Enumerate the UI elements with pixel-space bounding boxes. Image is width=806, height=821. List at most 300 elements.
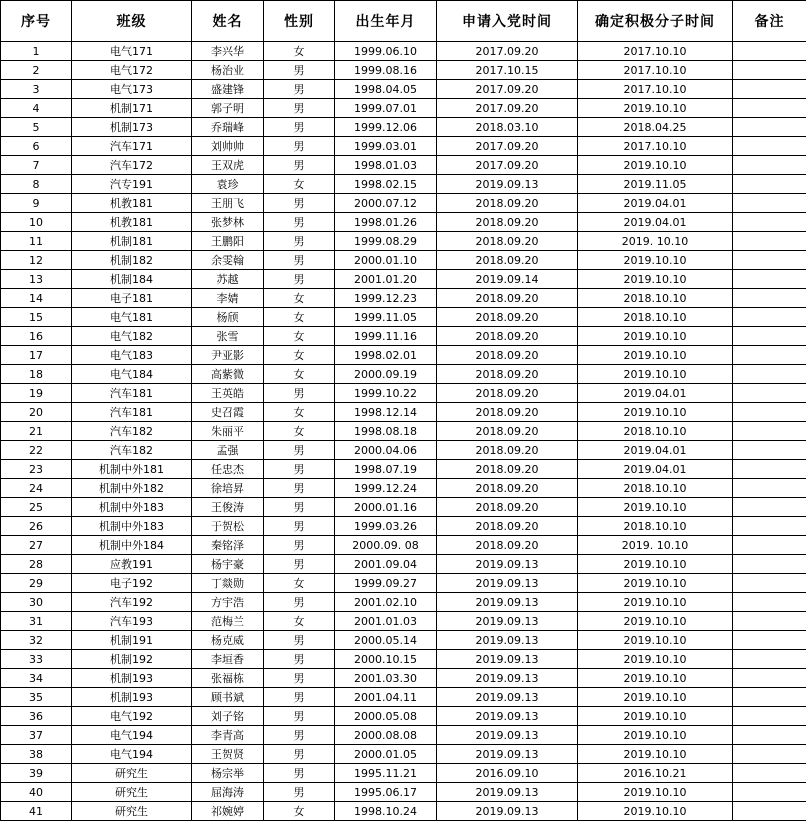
cell-index: 32 — [1, 631, 72, 650]
cell-gender: 男 — [264, 441, 335, 460]
header-gender: 性别 — [264, 1, 335, 42]
cell-activist-date: 2017.10.10 — [578, 137, 733, 156]
cell-birth-date: 2001.01.20 — [335, 270, 437, 289]
cell-index: 11 — [1, 232, 72, 251]
cell-name: 丁燚勋 — [192, 574, 264, 593]
cell-remarks — [733, 403, 806, 422]
cell-application-date: 2016.09.10 — [437, 764, 578, 783]
header-remarks: 备注 — [733, 1, 806, 42]
cell-activist-date: 2019.10.10 — [578, 346, 733, 365]
cell-gender: 男 — [264, 232, 335, 251]
cell-application-date: 2018.09.20 — [437, 365, 578, 384]
cell-gender: 男 — [264, 137, 335, 156]
cell-birth-date: 1998.01.26 — [335, 213, 437, 232]
cell-application-date: 2018.09.20 — [437, 384, 578, 403]
cell-remarks — [733, 270, 806, 289]
cell-activist-date: 2016.10.21 — [578, 764, 733, 783]
cell-gender: 女 — [264, 422, 335, 441]
table-body — [1, 42, 806, 821]
header-row — [1, 1, 806, 42]
cell-application-date: 2018.09.20 — [437, 498, 578, 517]
cell-index: 41 — [1, 802, 72, 821]
cell-birth-date: 1999.07.01 — [335, 99, 437, 118]
cell-name: 余雯翰 — [192, 251, 264, 270]
cell-gender: 男 — [264, 593, 335, 612]
cell-index: 13 — [1, 270, 72, 289]
table-row — [1, 441, 806, 460]
cell-name: 苏越 — [192, 270, 264, 289]
cell-name: 张梦林 — [192, 213, 264, 232]
cell-name: 王鹏阳 — [192, 232, 264, 251]
cell-class: 研究生 — [72, 802, 192, 821]
cell-name: 朱丽平 — [192, 422, 264, 441]
cell-activist-date: 2018.10.10 — [578, 479, 733, 498]
cell-gender: 女 — [264, 327, 335, 346]
cell-activist-date: 2019.10.10 — [578, 365, 733, 384]
table-row — [1, 194, 806, 213]
cell-application-date: 2017.09.20 — [437, 42, 578, 61]
cell-activist-date: 2019.11.05 — [578, 175, 733, 194]
cell-index: 20 — [1, 403, 72, 422]
cell-class: 机制193 — [72, 688, 192, 707]
cell-birth-date: 2001.03.30 — [335, 669, 437, 688]
cell-name: 王双虎 — [192, 156, 264, 175]
cell-remarks — [733, 498, 806, 517]
cell-birth-date: 1999.10.22 — [335, 384, 437, 403]
table-row — [1, 42, 806, 61]
header-name: 姓名 — [192, 1, 264, 42]
cell-activist-date: 2019.10.10 — [578, 783, 733, 802]
cell-index: 18 — [1, 365, 72, 384]
cell-class: 汽车171 — [72, 137, 192, 156]
cell-remarks — [733, 593, 806, 612]
cell-remarks — [733, 783, 806, 802]
cell-activist-date: 2018.10.10 — [578, 422, 733, 441]
cell-name: 刘帅帅 — [192, 137, 264, 156]
cell-gender: 女 — [264, 574, 335, 593]
cell-index: 40 — [1, 783, 72, 802]
table-row — [1, 422, 806, 441]
cell-index: 7 — [1, 156, 72, 175]
cell-activist-date: 2019.10.10 — [578, 631, 733, 650]
cell-index: 14 — [1, 289, 72, 308]
cell-birth-date: 2001.01.03 — [335, 612, 437, 631]
cell-application-date: 2018.09.20 — [437, 536, 578, 555]
cell-class: 机制181 — [72, 232, 192, 251]
cell-name: 李婧 — [192, 289, 264, 308]
cell-name: 孟强 — [192, 441, 264, 460]
cell-remarks — [733, 232, 806, 251]
cell-application-date: 2019.09.13 — [437, 707, 578, 726]
cell-gender: 男 — [264, 707, 335, 726]
cell-birth-date: 1998.02.15 — [335, 175, 437, 194]
cell-gender: 男 — [264, 194, 335, 213]
cell-birth-date: 1998.01.03 — [335, 156, 437, 175]
cell-activist-date: 2019.10.10 — [578, 612, 733, 631]
cell-index: 10 — [1, 213, 72, 232]
cell-index: 39 — [1, 764, 72, 783]
table-row — [1, 61, 806, 80]
cell-application-date: 2018.09.20 — [437, 251, 578, 270]
cell-activist-date: 2019.10.10 — [578, 669, 733, 688]
cell-name: 杨宗举 — [192, 764, 264, 783]
cell-name: 郭子明 — [192, 99, 264, 118]
cell-class: 汽车182 — [72, 422, 192, 441]
cell-application-date: 2019.09.13 — [437, 612, 578, 631]
cell-index: 6 — [1, 137, 72, 156]
cell-gender: 男 — [264, 555, 335, 574]
cell-activist-date: 2019.10.10 — [578, 726, 733, 745]
cell-activist-date: 2019.10.10 — [578, 251, 733, 270]
cell-class: 电气171 — [72, 42, 192, 61]
cell-application-date: 2019.09.13 — [437, 669, 578, 688]
cell-remarks — [733, 764, 806, 783]
cell-birth-date: 2000.05.08 — [335, 707, 437, 726]
table-row — [1, 384, 806, 403]
cell-application-date: 2017.09.20 — [437, 137, 578, 156]
cell-index: 17 — [1, 346, 72, 365]
cell-remarks — [733, 308, 806, 327]
cell-birth-date: 1998.12.14 — [335, 403, 437, 422]
cell-gender: 男 — [264, 251, 335, 270]
cell-birth-date: 2000.07.12 — [335, 194, 437, 213]
table-row — [1, 270, 806, 289]
cell-activist-date: 2019.10.10 — [578, 688, 733, 707]
cell-name: 张雪 — [192, 327, 264, 346]
table-row — [1, 593, 806, 612]
cell-application-date: 2017.09.20 — [437, 99, 578, 118]
header-index: 序号 — [1, 1, 72, 42]
cell-remarks — [733, 441, 806, 460]
cell-name: 屈海涛 — [192, 783, 264, 802]
cell-gender: 男 — [264, 745, 335, 764]
table-row — [1, 251, 806, 270]
cell-class: 汽车193 — [72, 612, 192, 631]
cell-name: 范梅兰 — [192, 612, 264, 631]
cell-birth-date: 1999.11.16 — [335, 327, 437, 346]
cell-activist-date: 2019.10.10 — [578, 403, 733, 422]
table-row — [1, 479, 806, 498]
cell-remarks — [733, 688, 806, 707]
cell-application-date: 2019.09.13 — [437, 574, 578, 593]
cell-gender: 男 — [264, 517, 335, 536]
cell-gender: 男 — [264, 118, 335, 137]
table-row — [1, 707, 806, 726]
cell-name: 盛建锋 — [192, 80, 264, 99]
table-row — [1, 612, 806, 631]
cell-name: 王朋飞 — [192, 194, 264, 213]
cell-application-date: 2018.09.20 — [437, 403, 578, 422]
table-row — [1, 650, 806, 669]
cell-application-date: 2019.09.13 — [437, 593, 578, 612]
cell-index: 37 — [1, 726, 72, 745]
cell-index: 33 — [1, 650, 72, 669]
table-row — [1, 783, 806, 802]
cell-class: 机制中外183 — [72, 498, 192, 517]
cell-remarks — [733, 574, 806, 593]
cell-application-date: 2017.10.15 — [437, 61, 578, 80]
cell-birth-date: 2001.09.04 — [335, 555, 437, 574]
cell-remarks — [733, 745, 806, 764]
cell-index: 12 — [1, 251, 72, 270]
cell-class: 机制182 — [72, 251, 192, 270]
cell-name: 任忠杰 — [192, 460, 264, 479]
cell-class: 机制184 — [72, 270, 192, 289]
cell-application-date: 2018.03.10 — [437, 118, 578, 137]
cell-birth-date: 2000.01.05 — [335, 745, 437, 764]
cell-remarks — [733, 251, 806, 270]
cell-birth-date: 1999.12.06 — [335, 118, 437, 137]
header-class: 班级 — [72, 1, 192, 42]
cell-application-date: 2017.09.20 — [437, 80, 578, 99]
table-row — [1, 80, 806, 99]
cell-index: 2 — [1, 61, 72, 80]
cell-remarks — [733, 194, 806, 213]
cell-remarks — [733, 156, 806, 175]
table-row — [1, 327, 806, 346]
table-row — [1, 631, 806, 650]
cell-application-date: 2018.09.20 — [437, 289, 578, 308]
cell-remarks — [733, 99, 806, 118]
cell-name: 王贺贤 — [192, 745, 264, 764]
cell-activist-date: 2019.10.10 — [578, 327, 733, 346]
cell-remarks — [733, 213, 806, 232]
cell-name: 袁珍 — [192, 175, 264, 194]
cell-index: 28 — [1, 555, 72, 574]
cell-application-date: 2019.09.13 — [437, 745, 578, 764]
table-row — [1, 118, 806, 137]
cell-activist-date: 2019.10.10 — [578, 574, 733, 593]
cell-gender: 女 — [264, 346, 335, 365]
table-row — [1, 517, 806, 536]
cell-remarks — [733, 460, 806, 479]
cell-remarks — [733, 612, 806, 631]
cell-application-date: 2018.09.20 — [437, 232, 578, 251]
cell-index: 15 — [1, 308, 72, 327]
table-row — [1, 460, 806, 479]
cell-gender: 男 — [264, 213, 335, 232]
cell-remarks — [733, 555, 806, 574]
cell-remarks — [733, 536, 806, 555]
cell-gender: 男 — [264, 764, 335, 783]
cell-activist-date: 2019.10.10 — [578, 707, 733, 726]
cell-activist-date: 2018.10.10 — [578, 517, 733, 536]
cell-gender: 男 — [264, 61, 335, 80]
cell-activist-date: 2019.04.01 — [578, 441, 733, 460]
cell-birth-date: 2001.04.11 — [335, 688, 437, 707]
cell-name: 于贺松 — [192, 517, 264, 536]
cell-remarks — [733, 175, 806, 194]
cell-remarks — [733, 365, 806, 384]
cell-name: 徐培昇 — [192, 479, 264, 498]
cell-name: 杨颀 — [192, 308, 264, 327]
cell-application-date: 2018.09.20 — [437, 479, 578, 498]
cell-class: 电气173 — [72, 80, 192, 99]
cell-remarks — [733, 422, 806, 441]
header-application-date: 申请入党时间 — [437, 1, 578, 42]
cell-class: 电气194 — [72, 726, 192, 745]
cell-activist-date: 2019.10.10 — [578, 802, 733, 821]
table-row — [1, 574, 806, 593]
cell-birth-date: 2000.09.19 — [335, 365, 437, 384]
cell-application-date: 2018.09.20 — [437, 327, 578, 346]
cell-name: 张福栋 — [192, 669, 264, 688]
cell-remarks — [733, 384, 806, 403]
header-birth-date: 出生年月 — [335, 1, 437, 42]
cell-application-date: 2018.09.20 — [437, 460, 578, 479]
cell-activist-date: 2018.10.10 — [578, 308, 733, 327]
cell-activist-date: 2018.04.25 — [578, 118, 733, 137]
cell-class: 电气192 — [72, 707, 192, 726]
cell-remarks — [733, 61, 806, 80]
cell-activist-date: 2019.10.10 — [578, 593, 733, 612]
table-row — [1, 308, 806, 327]
cell-class: 机制192 — [72, 650, 192, 669]
cell-gender: 女 — [264, 612, 335, 631]
cell-class: 汽车192 — [72, 593, 192, 612]
table-row — [1, 403, 806, 422]
cell-gender: 男 — [264, 631, 335, 650]
cell-birth-date: 1999.03.01 — [335, 137, 437, 156]
cell-class: 电子192 — [72, 574, 192, 593]
cell-remarks — [733, 707, 806, 726]
cell-name: 方宇浩 — [192, 593, 264, 612]
cell-index: 3 — [1, 80, 72, 99]
cell-application-date: 2019.09.14 — [437, 270, 578, 289]
cell-gender: 女 — [264, 365, 335, 384]
cell-class: 电气181 — [72, 308, 192, 327]
cell-birth-date: 2001.02.10 — [335, 593, 437, 612]
cell-gender: 女 — [264, 289, 335, 308]
cell-application-date: 2018.09.20 — [437, 422, 578, 441]
cell-remarks — [733, 479, 806, 498]
cell-gender: 男 — [264, 384, 335, 403]
cell-gender: 男 — [264, 726, 335, 745]
cell-activist-date: 2019.10.10 — [578, 745, 733, 764]
cell-class: 汽专191 — [72, 175, 192, 194]
cell-index: 9 — [1, 194, 72, 213]
cell-index: 35 — [1, 688, 72, 707]
cell-class: 电气184 — [72, 365, 192, 384]
cell-birth-date: 1998.04.05 — [335, 80, 437, 99]
cell-application-date: 2019.09.13 — [437, 650, 578, 669]
table-row — [1, 726, 806, 745]
cell-class: 汽车181 — [72, 384, 192, 403]
table-row — [1, 232, 806, 251]
cell-class: 研究生 — [72, 764, 192, 783]
cell-application-date: 2019.09.13 — [437, 631, 578, 650]
cell-class: 机教181 — [72, 194, 192, 213]
cell-application-date: 2019.09.13 — [437, 802, 578, 821]
cell-index: 4 — [1, 99, 72, 118]
cell-gender: 男 — [264, 80, 335, 99]
cell-application-date: 2019.09.13 — [437, 726, 578, 745]
cell-gender: 女 — [264, 802, 335, 821]
cell-gender: 男 — [264, 669, 335, 688]
table-row — [1, 213, 806, 232]
cell-remarks — [733, 327, 806, 346]
cell-index: 1 — [1, 42, 72, 61]
cell-class: 机制中外184 — [72, 536, 192, 555]
table-row — [1, 346, 806, 365]
cell-index: 31 — [1, 612, 72, 631]
cell-gender: 女 — [264, 42, 335, 61]
cell-activist-date: 2019.04.01 — [578, 213, 733, 232]
cell-class: 电气172 — [72, 61, 192, 80]
cell-class: 机教181 — [72, 213, 192, 232]
cell-gender: 男 — [264, 783, 335, 802]
cell-birth-date: 1998.07.19 — [335, 460, 437, 479]
cell-activist-date: 2019.10.10 — [578, 650, 733, 669]
cell-birth-date: 1995.11.21 — [335, 764, 437, 783]
cell-index: 5 — [1, 118, 72, 137]
cell-activist-date: 2017.10.10 — [578, 80, 733, 99]
cell-activist-date: 2017.10.10 — [578, 42, 733, 61]
table-row — [1, 137, 806, 156]
cell-class: 研究生 — [72, 783, 192, 802]
cell-name: 杨治业 — [192, 61, 264, 80]
cell-class: 电气194 — [72, 745, 192, 764]
cell-remarks — [733, 289, 806, 308]
cell-class: 应教191 — [72, 555, 192, 574]
cell-class: 机制171 — [72, 99, 192, 118]
cell-gender: 男 — [264, 536, 335, 555]
cell-gender: 男 — [264, 156, 335, 175]
cell-birth-date: 2000.01.16 — [335, 498, 437, 517]
cell-remarks — [733, 802, 806, 821]
cell-application-date: 2018.09.20 — [437, 441, 578, 460]
cell-index: 36 — [1, 707, 72, 726]
cell-class: 机制193 — [72, 669, 192, 688]
cell-activist-date: 2019.10.10 — [578, 555, 733, 574]
cell-activist-date: 2019.04.01 — [578, 460, 733, 479]
cell-index: 34 — [1, 669, 72, 688]
cell-name: 李青高 — [192, 726, 264, 745]
cell-gender: 男 — [264, 479, 335, 498]
cell-birth-date: 2000.05.14 — [335, 631, 437, 650]
cell-activist-date: 2019.10.10 — [578, 498, 733, 517]
cell-remarks — [733, 650, 806, 669]
cell-remarks — [733, 726, 806, 745]
cell-remarks — [733, 137, 806, 156]
cell-activist-date: 2019. 10.10 — [578, 232, 733, 251]
cell-name: 杨宇豪 — [192, 555, 264, 574]
cell-gender: 男 — [264, 498, 335, 517]
cell-birth-date: 2000.04.06 — [335, 441, 437, 460]
cell-remarks — [733, 80, 806, 99]
cell-birth-date: 1999.12.23 — [335, 289, 437, 308]
cell-application-date: 2018.09.20 — [437, 194, 578, 213]
cell-activist-date: 2019.10.10 — [578, 99, 733, 118]
cell-birth-date: 2000.08.08 — [335, 726, 437, 745]
cell-birth-date: 1998.08.18 — [335, 422, 437, 441]
cell-birth-date: 1999.12.24 — [335, 479, 437, 498]
cell-remarks — [733, 118, 806, 137]
cell-birth-date: 1995.06.17 — [335, 783, 437, 802]
cell-name: 杨克威 — [192, 631, 264, 650]
cell-class: 机制173 — [72, 118, 192, 137]
cell-activist-date: 2019. 10.10 — [578, 536, 733, 555]
cell-activist-date: 2017.10.10 — [578, 61, 733, 80]
table-row — [1, 536, 806, 555]
cell-name: 刘子铭 — [192, 707, 264, 726]
cell-index: 21 — [1, 422, 72, 441]
cell-index: 30 — [1, 593, 72, 612]
cell-index: 16 — [1, 327, 72, 346]
cell-activist-date: 2019.10.10 — [578, 270, 733, 289]
cell-application-date: 2017.09.20 — [437, 156, 578, 175]
cell-application-date: 2018.09.20 — [437, 517, 578, 536]
